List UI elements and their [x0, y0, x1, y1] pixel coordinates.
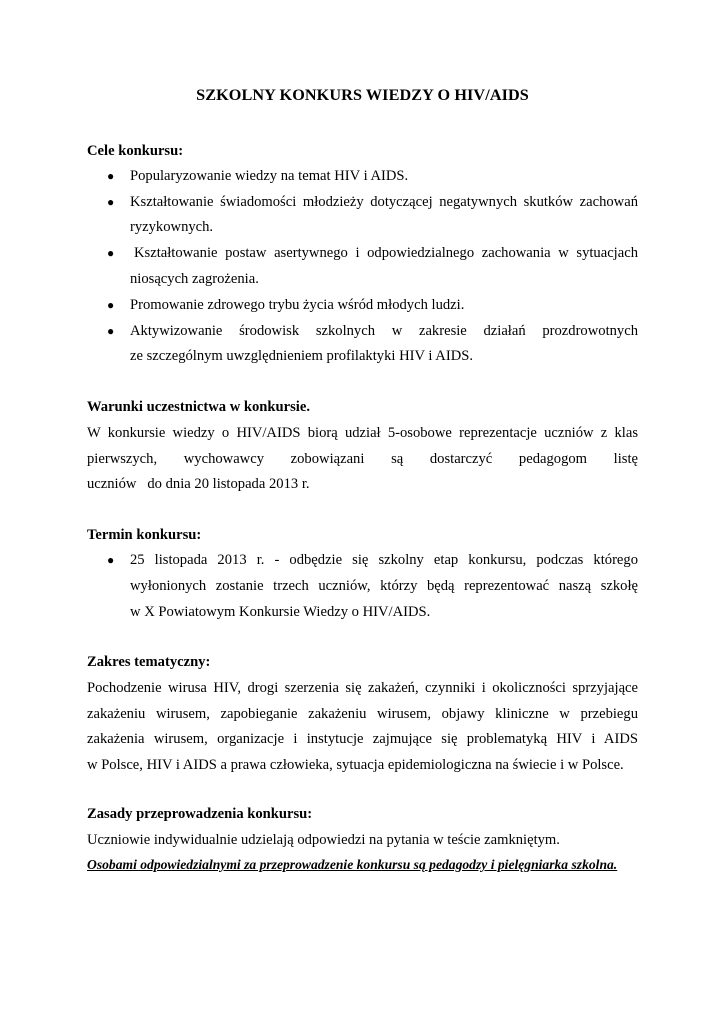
section-heading-goals: Cele konkursu:	[87, 143, 184, 159]
responsible-persons-note: Osobami odpowiedzialnymi za przeprowadzenie konkursu są pedagodzy i pielęgniarka szkolna.	[87, 857, 618, 872]
goal-item-3-line-1: Kształtowanie postaw asertywnego i odpowiedzialnego zachowania w sytuacjach	[134, 245, 638, 261]
section-heading-rules: Zasady przeprowadzenia konkursu:	[87, 806, 313, 822]
bullet-icon: ●	[107, 553, 115, 567]
goal-item-3-line-2: niosących zagrożenia.	[130, 271, 259, 287]
scope-line-1: Pochodzenie wirusa HIV, drogi szerzenia się zakażeń, czynniki i okoliczności sprzyjające	[87, 680, 638, 696]
bullet-icon: ●	[107, 169, 115, 183]
conditions-line-1: W konkursie wiedzy o HIV/AIDS biorą udział 5-osobowe reprezentacje uczniów z klas	[87, 425, 638, 441]
date-line-2: wyłonionych zostanie trzech uczniów, którzy będą reprezentować naszą szkołę	[130, 578, 638, 594]
goal-item-5-line-1: Aktywizowanie środowisk szkolnych w zakresie działań prozdrowotnych	[130, 323, 638, 339]
bullet-icon: ●	[107, 324, 115, 338]
conditions-line-3: uczniów do dnia 20 listopada 2013 r.	[87, 476, 310, 492]
goal-item-2-line-2: ryzykownych.	[130, 219, 214, 235]
bullet-icon: ●	[107, 195, 115, 209]
date-line-3: w X Powiatowym Konkursie Wiedzy o HIV/AIDS.	[130, 604, 431, 620]
goal-item-5-line-2: ze szczególnym uwzględnieniem profilaktyki HIV i AIDS.	[130, 348, 474, 364]
bullet-icon: ●	[107, 298, 115, 312]
goal-item-4: Promowanie zdrowego trybu życia wśród młodych ludzi.	[130, 297, 465, 313]
rules-line: Uczniowie indywidualnie udzielają odpowiedzi na pytania w teście zamkniętym.	[87, 832, 560, 848]
section-heading-date: Termin konkursu:	[87, 527, 202, 543]
scope-line-3: zakażenia wirusem, organizacje i instytucje zajmujące się problematyką HIV i AIDS	[87, 731, 638, 747]
scope-line-4: w Polsce, HIV i AIDS a prawa człowieka, sytuacja epidemiologiczna na świecie i w Polsce.	[87, 757, 624, 773]
scope-line-2: zakażeniu wirusem, zapobieganie zakażeniu wirusem, objawy kliniczne w przebiegu	[87, 706, 638, 722]
goal-item-2-line-1: Kształtowanie świadomości młodzieży dotyczącej negatywnych skutków zachowań	[130, 194, 638, 210]
section-heading-scope: Zakres tematyczny:	[87, 654, 211, 670]
conditions-line-2: pierwszych, wychowawcy zobowiązani są dostarczyć pedagogom listę	[87, 451, 638, 467]
goal-item-1: Popularyzowanie wiedzy na temat HIV i AIDS.	[130, 168, 409, 184]
date-line-1: 25 listopada 2013 r. - odbędzie się szkolny etap konkursu, podczas którego	[130, 552, 638, 568]
document-title: SZKOLNY KONKURS WIEDZY O HIV/AIDS	[196, 86, 529, 104]
bullet-icon: ●	[107, 246, 115, 260]
section-heading-conditions: Warunki uczestnictwa w konkursie.	[87, 399, 310, 415]
